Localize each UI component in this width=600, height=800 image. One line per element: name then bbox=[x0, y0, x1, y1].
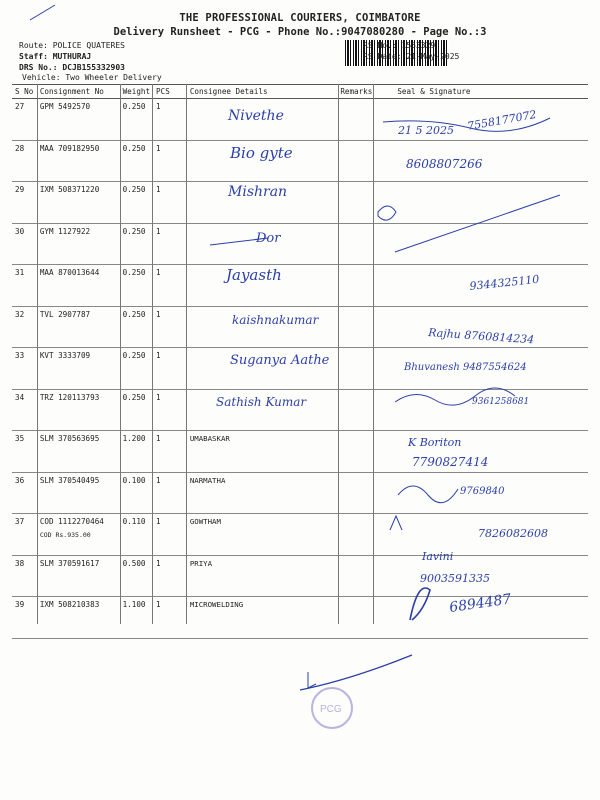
hw-consignee-33: Suganya Aathe bbox=[230, 353, 330, 368]
hw-consignee-34: Sathish Kumar bbox=[216, 395, 307, 409]
row-weight: 0.250 bbox=[120, 348, 153, 390]
row-consignment: TRZ 120113793 bbox=[37, 389, 120, 431]
row-sno: 39 bbox=[12, 597, 37, 639]
hw-signature: Rajhu 8760814234 bbox=[427, 326, 535, 347]
hw-phone: 7826082608 bbox=[478, 527, 548, 540]
row-pcs: 1 bbox=[153, 472, 187, 514]
hw-phone: 9003591335 bbox=[420, 572, 490, 585]
hw-consignee-28: Bio gyte bbox=[230, 144, 293, 162]
row-pcs: 1 bbox=[153, 431, 187, 473]
vehicle-info: Vehicle: Two Wheeler Delivery bbox=[22, 73, 162, 82]
row-pcs: 1 bbox=[153, 182, 187, 224]
row-pcs: 1 bbox=[153, 140, 187, 182]
hw-phone: 8608807266 bbox=[406, 157, 483, 171]
row-pcs: 1 bbox=[153, 348, 187, 390]
row-sno: 30 bbox=[12, 223, 37, 265]
row-consignee: PRIYA bbox=[187, 555, 338, 597]
signature-slash bbox=[395, 195, 560, 252]
row-consignment: IXM 508210383 bbox=[37, 597, 120, 639]
row-sno: 36 bbox=[12, 472, 37, 514]
row-pcs: 1 bbox=[153, 306, 187, 348]
row-weight: 1.100 bbox=[120, 597, 153, 639]
runsheet-subtitle: Delivery Runsheet - PCG - Phone No.:9047080280 - Page No.:3 bbox=[113, 26, 487, 38]
signature-scribble bbox=[390, 516, 402, 530]
row-sno: 38 bbox=[12, 555, 37, 597]
closing-signature-mark bbox=[308, 672, 316, 688]
row-weight: 1.200 bbox=[120, 431, 153, 473]
hw-name: Iavini bbox=[422, 550, 454, 563]
row-sno: 31 bbox=[12, 265, 37, 307]
row-sno: 34 bbox=[12, 389, 37, 431]
route-info: Route: POLICE QUATERES bbox=[19, 41, 125, 50]
row-consignee: UMABASKAR bbox=[187, 431, 338, 473]
col-weight: Weight bbox=[120, 85, 153, 99]
row-pcs: 1 bbox=[153, 99, 187, 141]
hw-consignee-29: Mishran bbox=[228, 184, 288, 200]
row-pcs: 1 bbox=[153, 597, 187, 639]
col-consignee: Consignee Details bbox=[187, 85, 338, 99]
row-weight: 0.100 bbox=[120, 472, 153, 514]
row-weight: 0.500 bbox=[120, 555, 153, 597]
row-consignee: MICROWELDING bbox=[187, 597, 338, 639]
row-consignment: KVT 3333709 bbox=[37, 348, 120, 390]
row-weight: 0.250 bbox=[120, 265, 153, 307]
hw-phone: 6894487 bbox=[448, 591, 513, 616]
consignment-number: COD 1112270464 bbox=[39, 517, 104, 526]
col-pcs: PCS bbox=[153, 85, 187, 99]
row-pcs: 1 bbox=[153, 265, 187, 307]
signature-scribble bbox=[410, 588, 430, 620]
hw-name: K Boriton bbox=[408, 436, 462, 449]
signature-scribble bbox=[398, 486, 458, 503]
corner-pen-mark bbox=[30, 5, 55, 20]
staff-info: Staff: MUTHURAJ bbox=[19, 52, 92, 61]
hw-phone: 7558177072 bbox=[466, 107, 538, 133]
row-consignment: GYM 1127922 bbox=[37, 223, 120, 265]
pcg-stamp bbox=[312, 688, 352, 728]
row-consignment: MAA 709182950 bbox=[37, 140, 120, 182]
stamp-text: PCG bbox=[320, 704, 342, 715]
row-consignment: IXM 508371220 bbox=[37, 182, 120, 224]
row-weight: 0.250 bbox=[120, 223, 153, 265]
row-pcs: 1 bbox=[153, 389, 187, 431]
row-pcs: 1 bbox=[153, 555, 187, 597]
row-pcs: 1 bbox=[153, 514, 187, 556]
row-weight: 0.110 bbox=[120, 514, 153, 556]
row-pcs: 1 bbox=[153, 223, 187, 265]
row-sno: 37 bbox=[12, 514, 37, 556]
row-sno: 28 bbox=[12, 140, 37, 182]
row-consignment: GPM 5492570 bbox=[37, 99, 120, 141]
col-sno: S No bbox=[12, 85, 37, 99]
hw-phone: 9344325110 bbox=[468, 272, 540, 293]
rs-number: RS No.: 1553329 bbox=[363, 41, 436, 50]
row-weight: 0.250 bbox=[120, 99, 153, 141]
company-title: THE PROFESSIONAL COURIERS, COIMBATORE bbox=[179, 12, 421, 24]
col-consignment: Consignment No bbox=[37, 85, 120, 99]
hw-signature: Bhuvanesh 9487554624 bbox=[404, 362, 527, 373]
row-sno: 32 bbox=[12, 306, 37, 348]
row-sno: 33 bbox=[12, 348, 37, 390]
cod-amount: COD Rs.935.00 bbox=[39, 531, 91, 539]
row-consignment: MAA 870013644 bbox=[37, 265, 120, 307]
hw-consignee-30: Dor bbox=[256, 231, 281, 246]
drs-info: DRS No.: DCJB155332903 bbox=[19, 63, 125, 72]
row-weight: 0.250 bbox=[120, 140, 153, 182]
row-weight: 0.250 bbox=[120, 389, 153, 431]
row-sno: 35 bbox=[12, 431, 37, 473]
closing-signature-stroke bbox=[300, 655, 412, 690]
hw-phone: 9769840 bbox=[460, 486, 505, 497]
rs-date: RS Date: 21-May-2025 bbox=[363, 52, 460, 61]
hw-consignee-27: Nivethe bbox=[228, 108, 284, 124]
hw-phone: 7790827414 bbox=[412, 455, 489, 469]
col-remarks: Remarks bbox=[337, 85, 375, 99]
row-consignment: SLM 370540495 bbox=[37, 472, 120, 514]
circled-mark bbox=[378, 206, 396, 220]
row-sno: 27 bbox=[12, 99, 37, 141]
hw-consignee-31: Jayasth bbox=[226, 266, 282, 284]
row-consignment: SLM 370563695 bbox=[37, 431, 120, 473]
hw-phone: 9361258681 bbox=[472, 397, 530, 407]
row-sno: 29 bbox=[12, 182, 37, 224]
row-consignee: NARMATHA bbox=[187, 472, 338, 514]
row-consignment: SLM 370591617 bbox=[37, 555, 120, 597]
hw-consignee-32: kaishnakumar bbox=[232, 313, 319, 327]
row-consignment: TVL 2907787 bbox=[37, 306, 120, 348]
hw-date: 21 5 2025 bbox=[398, 124, 454, 137]
col-seal: Seal & Signature bbox=[375, 85, 588, 99]
row-consignee: GOWTHAM bbox=[187, 514, 338, 556]
row-weight: 0.250 bbox=[120, 182, 153, 224]
row-weight: 0.250 bbox=[120, 306, 153, 348]
